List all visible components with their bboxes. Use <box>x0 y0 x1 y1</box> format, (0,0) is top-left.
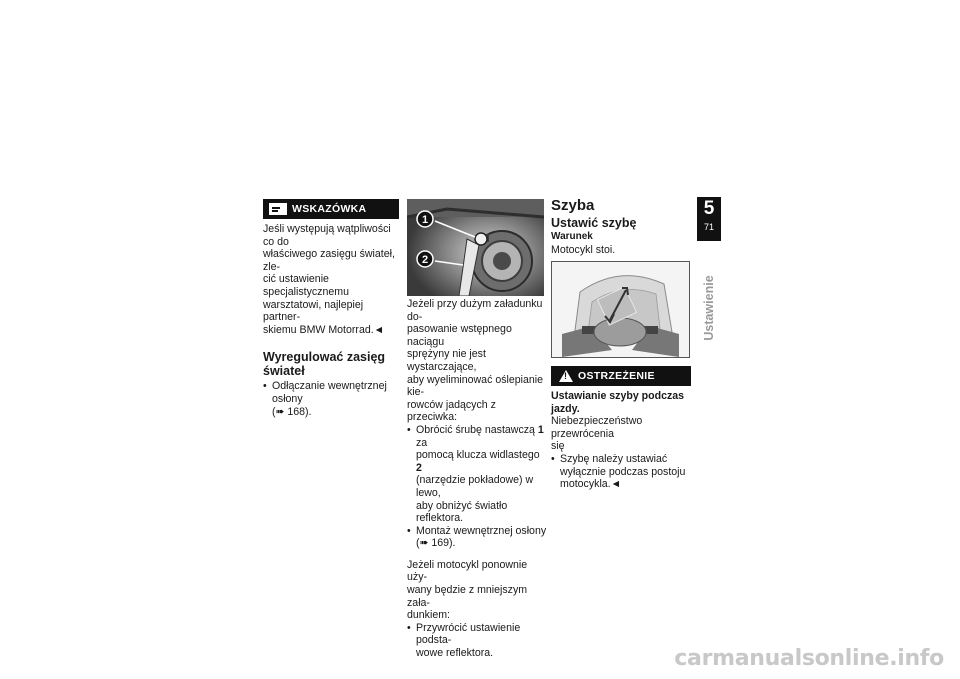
chapter-number: 5 <box>703 198 715 219</box>
hint-title: WSKAZÓWKA <box>292 202 367 215</box>
paragraph <box>407 559 547 622</box>
column-3 <box>551 197 691 256</box>
column-1 <box>263 199 399 418</box>
warning-triangle-icon: ! <box>559 370 573 382</box>
bullet-icon: • <box>407 524 411 537</box>
heading-line: świateł <box>263 364 305 379</box>
bullet-text: Przywrócić ustawienie podsta- <box>416 621 521 647</box>
hint-line: Jeśli występują wątpliwości co do <box>263 223 391 248</box>
warning-title: OSTRZEŻENIE <box>578 369 655 382</box>
chapter-label-text: Ustawienie <box>702 275 716 341</box>
text-line: Jeżeli motocykl ponownie uży- <box>407 558 528 584</box>
warning-text-line: Niebezpieczeństwo przewrócenia <box>551 415 643 440</box>
list-item <box>407 424 547 525</box>
warning-heading-line: jazdy. <box>551 402 580 415</box>
column-2 <box>407 298 547 660</box>
warning-text-line: się <box>551 440 565 453</box>
bullet-text: Obrócić śrubę nastawczą <box>416 423 538 436</box>
list-item <box>407 525 547 550</box>
text-line: wany będzie z mniejszym zała- <box>407 584 528 609</box>
bullet-text: wowe reflektora. <box>416 647 494 660</box>
chapter-side-label <box>700 272 718 344</box>
text-line: dunkiem: <box>407 609 450 622</box>
headlight-adjustment-photo <box>407 199 544 296</box>
callout-1: 1 <box>421 214 429 226</box>
bullet-text: pomocą klucza widlastego <box>416 449 540 462</box>
heading-line: Wyregulować zasięg <box>263 350 386 365</box>
text-line: rowców jadących z przeciwka: <box>407 398 496 424</box>
list-item <box>407 622 547 660</box>
requirement-text: Motocykl stoi. <box>551 243 616 256</box>
bullet-icon: • <box>407 423 411 436</box>
warning-bar <box>551 366 691 386</box>
bullet-icon: • <box>407 621 411 634</box>
part-number: 1 <box>537 423 544 436</box>
bullet-text: Montaż wewnętrznej osłony <box>416 524 547 537</box>
bullet-icon: • <box>551 452 555 465</box>
text-line: Jeżeli przy dużym załadunku do- <box>407 298 543 323</box>
text-line: sprężyny nie jest wystarczające, <box>407 348 486 373</box>
bullet-text: aby obniżyć światło reflektora. <box>416 499 508 525</box>
callout-2: 2 <box>421 254 429 266</box>
bullet-line: Odłączanie wewnętrznej osłony <box>272 380 387 405</box>
subsection-title: Ustawić szybę <box>551 216 637 230</box>
hint-text <box>263 223 399 336</box>
bullet-text: za <box>416 436 428 449</box>
bullet-text: (narzędzie pokładowe) w lewo, <box>416 474 534 499</box>
chapter-tab <box>697 197 721 241</box>
hint-bar <box>263 199 399 219</box>
text-line: aby wyeliminować oślepianie kie- <box>407 373 544 399</box>
bullet-text: motocykla.◄ <box>560 478 622 491</box>
part-number: 2 <box>416 461 422 474</box>
list-item <box>551 453 691 491</box>
windshield-photo-svg <box>552 262 689 357</box>
page-number: 71 <box>703 222 714 232</box>
hint-line: warsztatowi, najlepiej partner- <box>263 298 364 324</box>
hint-line: skiemu BMW Motorrad.◄ <box>263 323 385 336</box>
bullet-text: Szybę należy ustawiać <box>560 452 668 465</box>
section-title: Szyba <box>551 197 595 214</box>
page-ref-link[interactable]: (➠ 169). <box>416 537 456 550</box>
page-ref-link[interactable]: (➠ 168). <box>272 405 312 418</box>
section-heading <box>263 350 399 378</box>
text-line: pasowanie wstępnego naciągu <box>407 323 512 348</box>
windshield-photo <box>551 261 690 358</box>
bullet-text: wyłącznie podczas postoju <box>560 465 686 478</box>
hint-note-icon <box>269 203 287 215</box>
warning-heading-line: Ustawianie szyby podczas <box>551 390 685 402</box>
hint-line: właściwego zasięgu świateł, zle- <box>263 248 395 273</box>
bullet-icon: • <box>263 380 267 393</box>
requirement-label: Warunek <box>551 231 593 242</box>
column-3-warning <box>551 366 691 491</box>
headlight-photo-svg <box>407 199 544 296</box>
list-item <box>263 380 399 418</box>
hint-line: cić ustawienie specjalistycznemu <box>263 273 349 298</box>
watermark-footer: carmanualsonline.info <box>674 646 944 671</box>
